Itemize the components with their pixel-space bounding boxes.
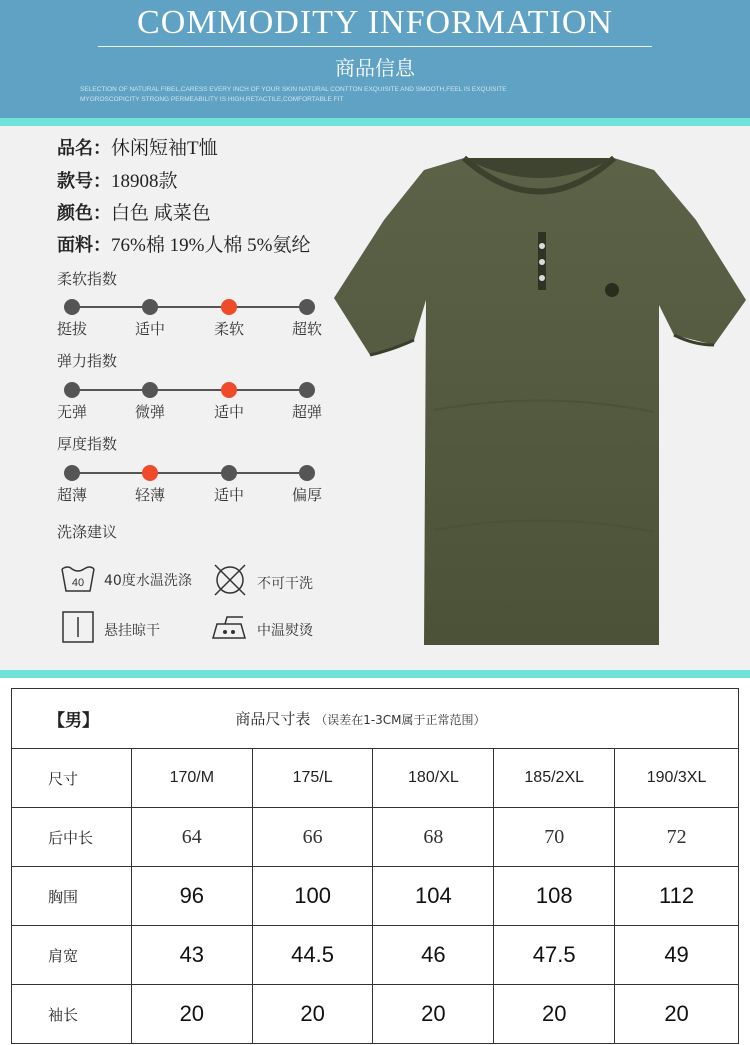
table-cell: 47.5 (494, 926, 615, 985)
thickness-label: 超薄 (56, 486, 87, 504)
softness-track (72, 306, 307, 308)
table-cell: 66 (252, 808, 373, 867)
product-name-value: 休闲短袖T恤 (111, 138, 218, 159)
table-cell: 46 (373, 926, 494, 985)
table-cell: 20 (131, 985, 252, 1044)
table-row (12, 749, 739, 808)
thickness-label: 轻薄 (134, 486, 165, 504)
wash-40-icon (60, 563, 96, 595)
hang-dry-icon (62, 611, 94, 643)
table-cell: 49 (615, 926, 739, 985)
product-fabric-field (57, 230, 310, 257)
table-cell: 44.5 (252, 926, 373, 985)
table-cell: 20 (494, 985, 615, 1044)
hang-dry-text: 悬挂晾干 (104, 623, 160, 639)
product-fabric-label: 面料： (57, 235, 111, 256)
softness-label: 超软 (291, 320, 322, 338)
table-cell: 64 (131, 808, 252, 867)
softness-label: 适中 (134, 320, 165, 338)
table-cell: 108 (494, 867, 615, 926)
product-style-field (57, 166, 178, 193)
size-table-title: 商品尺寸表 (235, 710, 311, 728)
table-row (12, 985, 739, 1044)
column-header: 190/3XL (615, 749, 739, 808)
thickness-dot (221, 465, 237, 481)
row-label: 肩宽 (12, 926, 132, 985)
softness-label: 柔软 (213, 320, 244, 338)
thickness-dot (299, 465, 315, 481)
softness-dot-active (221, 299, 237, 315)
size-table-header (12, 689, 739, 749)
row-label: 袖长 (12, 985, 132, 1044)
product-color-value: 白色 咸菜色 (111, 203, 211, 224)
table-cell: 100 (252, 867, 373, 926)
product-color-label: 颜色： (57, 203, 111, 224)
elasticity-track (72, 389, 307, 391)
medium-iron-icon (211, 614, 249, 642)
table-cell: 104 (373, 867, 494, 926)
wash-40-text: 40度水温洗涤 (104, 573, 192, 589)
thickness-label: 适中 (213, 486, 244, 504)
product-style-value: 18908款 (111, 171, 178, 192)
thickness-track (72, 472, 307, 474)
accent-strip-bottom (0, 670, 750, 678)
product-color-field (57, 198, 211, 225)
table-cell: 43 (131, 926, 252, 985)
column-header: 180/XL (373, 749, 494, 808)
banner-title: COMMODITY INFORMATION (137, 4, 613, 41)
table-cell: 72 (615, 808, 739, 867)
column-header: 170/M (131, 749, 252, 808)
table-cell: 20 (373, 985, 494, 1044)
softness-label: 挺拔 (56, 320, 87, 338)
banner-tagline-1: SELECTION OF NATURAL FIBEL,CARESS EVERY INCH OF YOUR SKIN NATURAL CONTTON EXQUISITE AND SMOOTH,FEEL IS EXQUISITE (80, 86, 507, 93)
table-cell: 68 (373, 808, 494, 867)
table-cell: 20 (615, 985, 739, 1044)
product-fabric-value: 76%棉 19%人棉 5%氨纶 (111, 235, 311, 256)
no-dry-clean-icon (212, 562, 248, 598)
medium-iron-text: 中温熨烫 (257, 623, 313, 639)
softness-dot (64, 299, 80, 315)
elasticity-dot (142, 382, 158, 398)
product-name-label: 品名： (57, 138, 111, 159)
gender-label: 【男】 (12, 689, 132, 749)
elasticity-label: 无弹 (56, 403, 87, 421)
banner-subtitle: 商品信息 (335, 56, 415, 80)
header-banner (0, 0, 750, 118)
elasticity-dot-active (221, 382, 237, 398)
banner-tagline-2: MYGROSCOPICITY STRONG PERMEABILITY IS HIGH,RETACTILE,COMFORTABLE FIT (80, 96, 344, 103)
accent-strip-top (0, 118, 750, 126)
size-table-title-cell (131, 689, 738, 749)
product-name-field (57, 133, 218, 160)
table-cell: 112 (615, 867, 739, 926)
table-cell: 96 (131, 867, 252, 926)
wash-title: 洗涤建议 (57, 523, 118, 541)
size-table-note: （误差在1-3CM属于正常范围） (315, 713, 486, 727)
elasticity-label: 微弹 (134, 403, 165, 421)
table-row (12, 867, 739, 926)
softness-dot (299, 299, 315, 315)
table-cell: 70 (494, 808, 615, 867)
elasticity-dot (299, 382, 315, 398)
size-table (11, 688, 739, 1044)
column-header: 175/L (252, 749, 373, 808)
table-row (12, 926, 739, 985)
row-label: 后中长 (12, 808, 132, 867)
column-header: 185/2XL (494, 749, 615, 808)
softness-title: 柔软指数 (57, 270, 118, 288)
tshirt-image (334, 150, 750, 650)
row-label: 胸围 (12, 867, 132, 926)
thickness-title: 厚度指数 (57, 435, 118, 453)
table-row (12, 808, 739, 867)
softness-dot (142, 299, 158, 315)
wash-40-badge: 40 (71, 577, 85, 589)
elasticity-label: 超弹 (291, 403, 322, 421)
column-header: 尺寸 (12, 749, 132, 808)
thickness-dot-active (142, 465, 158, 481)
no-dry-clean-text: 不可干洗 (257, 576, 313, 592)
product-style-label: 款号： (57, 171, 111, 192)
thickness-label: 偏厚 (291, 486, 322, 504)
elasticity-title: 弹力指数 (57, 352, 118, 370)
elasticity-label: 适中 (213, 403, 244, 421)
thickness-dot (64, 465, 80, 481)
elasticity-dot (64, 382, 80, 398)
banner-divider (98, 46, 652, 47)
table-cell: 20 (252, 985, 373, 1044)
